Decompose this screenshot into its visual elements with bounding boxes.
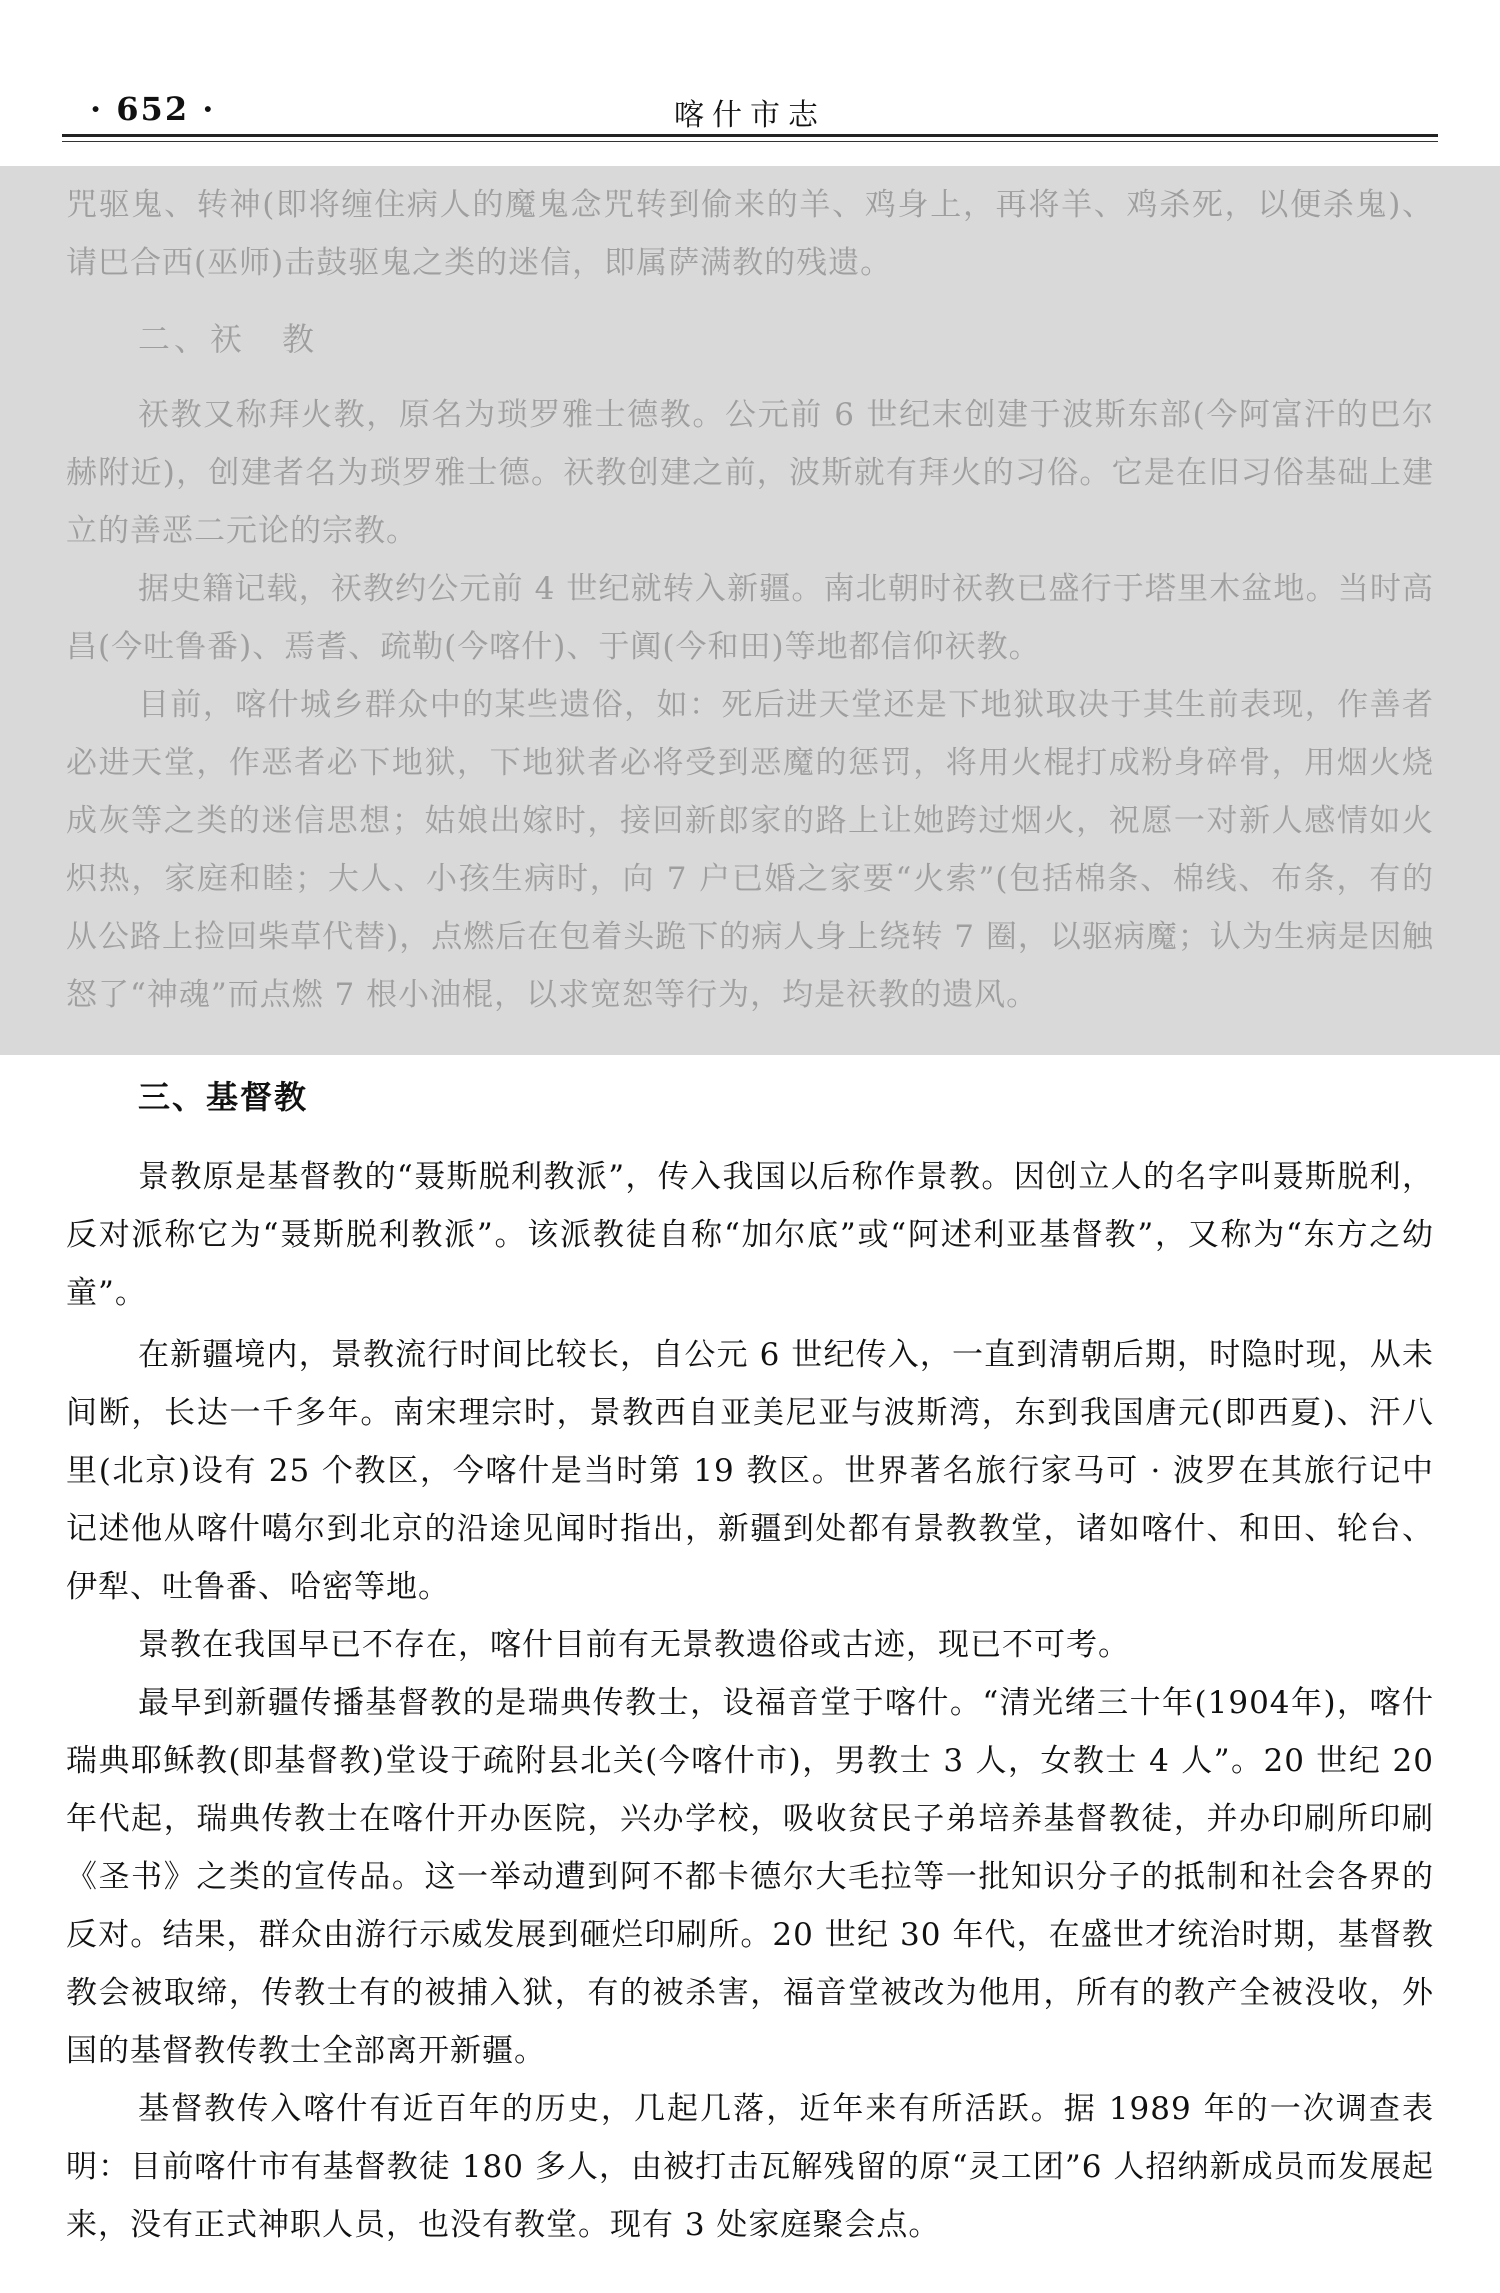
shaded-text-block <box>66 176 1434 1024</box>
page-number: · 652 · <box>90 90 216 128</box>
paragraph: 祆教又称拜火教，原名为琐罗雅士德教。公元前 6 世纪末创建于波斯东部(今阿富汗的巴尔赫附近)，创建者名为琐罗雅士德。祆教创建之前，波斯就有拜火的习俗。它是在旧习俗基础上建立的善恶二元论的宗教。 <box>66 397 1434 549</box>
main-text-block <box>66 1068 1434 2254</box>
highlighted-region <box>0 166 1500 1055</box>
page-header <box>62 78 1438 138</box>
paragraph: 景教原是基督教的“聂斯脱利教派”，传入我国以后称作景教。因创立人的名字叫聂斯脱利，反对派称它为“聂斯脱利教派”。该派教徒自称“加尔底”或“阿述利亚基督教”，又称为“东方之幼童”。 <box>66 1159 1434 1311</box>
paragraph: 景教在我国早已不存在，喀什目前有无景教遗俗或古迹，现已不可考。 <box>138 1627 1130 1663</box>
paragraph: 在新疆境内，景教流行时间比较长，自公元 6 世纪传入，一直到清朝后期，时隐时现，从未间断，长达一千多年。南宋理宗时，景教西自亚美尼亚与波斯湾，东到我国唐元(即西夏)、汗八里(北京)设有 25 个教区，今喀什是当时第 19 教区。世界著名旅行家马可 · 波罗在其旅行记中记述他从喀什噶尔到北京的沿途见闻时指出，新疆到处都有景教教堂，诸如喀什、和田、轮台、伊犁、吐鲁番、哈密等地。 <box>66 1337 1434 1605</box>
header-rule-thin <box>62 141 1438 142</box>
header-rule-thick <box>62 134 1438 137</box>
paragraph: 目前，喀什城乡群众中的某些遗俗，如：死后进天堂还是下地狱取决于其生前表现，作善者必进天堂，作恶者必下地狱，下地狱者必将受到恶魔的惩罚，将用火棍打成粉身碎骨，用烟火烧成灰等之类的迷信思想；姑娘出嫁时，接回新郎家的路上让她跨过烟火，祝愿一对新人感情如火炽热，家庭和睦；大人、小孩生病时，向 7 户已婚之家要“火索”(包括棉条、棉线、布条，有的从公路上捡回柴草代替)，点燃后在包着头跪下的病人身上绕转 7 圈，以驱病魔；认为生病是因触怒了“神魂”而点燃 7 根小油棍，以求宽恕等行为，均是祆教的遗风。 <box>66 687 1434 1013</box>
paragraph: 据史籍记载，祆教约公元前 4 世纪就转入新疆。南北朝时祆教已盛行于塔里木盆地。当时高昌(今吐鲁番)、焉耆、疏勒(今喀什)、于阗(今和田)等地都信仰祆教。 <box>66 571 1434 665</box>
paragraph: 最早到新疆传播基督教的是瑞典传教士，设福音堂于喀什。“清光绪三十年(1904年)，喀什瑞典耶稣教(即基督教)堂设于疏附县北关(今喀什市)，男教士 3 人，女教士 4 人”。20 世纪 20 年代起，瑞典传教士在喀什开办医院，兴办学校，吸收贫民子弟培养基督教徒，并办印刷所印刷《圣书》之类的宣传品。这一举动遭到阿不都卡德尔大毛拉等一批知识分子的抵制和社会各界的反对。结果，群众由游行示威发展到砸烂印刷所。20 世纪 30 年代，在盛世才统治时期，基督教教会被取缔，传教士有的被捕入狱，有的被杀害，福音堂被改为他用，所有的教产全被没收，外国的基督教传教士全部离开新疆。 <box>66 1685 1434 2069</box>
section-heading-zoroastrianism: 二、祆 教 <box>138 320 319 358</box>
running-title: 喀什市志 <box>674 98 826 133</box>
continuation-paragraph: 咒驱鬼、转神(即将缠住病人的魔鬼念咒转到偷来的羊、鸡身上，再将羊、鸡杀死，以便杀鬼)、请巴合西(巫师)击鼓驱鬼之类的迷信，即属萨满教的残遗。 <box>66 187 1434 281</box>
section-heading-christianity: 三、基督教 <box>138 1078 309 1116</box>
paragraph: 基督教传入喀什有近百年的历史，几起几落，近年来有所活跃。据 1989 年的一次调查表明：目前喀什市有基督教徒 180 多人，由被打击瓦解残留的原“灵工团”6 人招纳新成员而发展起来，没有正式神职人员，也没有教堂。现有 3 处家庭聚会点。 <box>66 2091 1434 2243</box>
